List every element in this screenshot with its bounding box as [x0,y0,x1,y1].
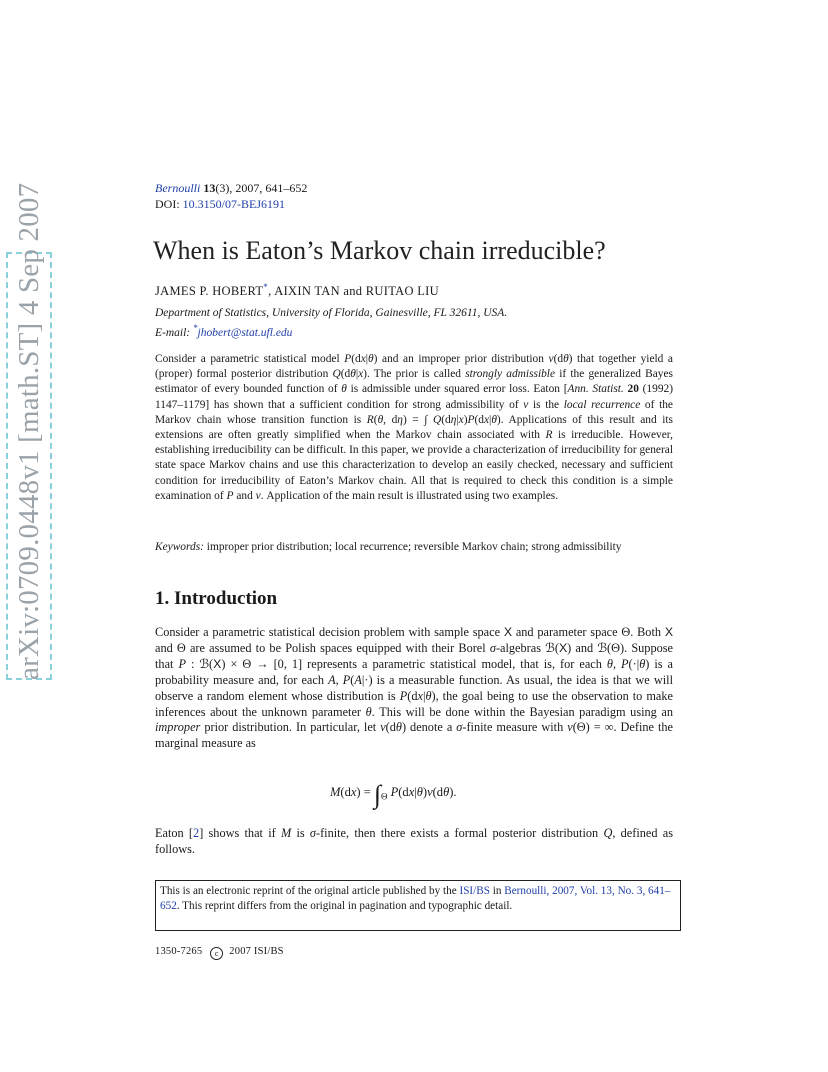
keywords-label: Keywords: [155,541,204,553]
affiliation [155,306,507,341]
section-heading [155,588,277,610]
author-list [155,282,439,299]
copyright-icon: c [210,947,223,960]
doi-link[interactable]: 10.3150/07-BEJ6191 [182,197,286,211]
marginal-measure-equation: $M(dx) = \int_\Theta$ P(dx|θ)ν(dθ). [330,780,457,809]
intro-paragraph-2: Eaton [2] shows that if M is σ-finite, then there exists a formal posterior distribution Q, defined as follows. [155,826,674,856]
journal-reference [155,180,307,212]
paper-title: When is Eaton’s Markov chain irreducible? [153,236,606,265]
keywords [155,540,673,555]
author-first: JAMES P. HOBERT [155,284,264,299]
reprint-notice-box [155,880,681,931]
intro-paragraph: Consider a parametric statistical decision problem with sample space X and parameter space Θ. Both X and Θ are assumed to be Polish spaces equipped with their Borel σ-algebras ℬ(X) and ℬ(Θ). Suppose that P : ℬ(X) × Θ → [0, 1] represents a parametric statistical model, that is, for each θ, P(·|θ) is a probability measure and, for each A, P(A|·) is a measurable function. As usual, the idea is that we will observe a random element whose distribution is P(dx|θ), the goal being to use the observation to make inferences about the unknown parameter θ. This will be done within the Bayesian paradigm using an improper prior distribution. In particular, let ν(dθ) denote a σ-finite measure with ν(Θ) = ∞. Define the marginal measure as [155,625,674,751]
keywords-text: improper prior distribution; local recurrence; reversible Markov chain; strong admissibility [206,541,622,553]
journal-name-link[interactable]: Bernoulli [155,181,201,195]
abstract: Consider a parametric statistical model P(dx|θ) and an improper prior distribution ν(dθ) that together yield a (proper) formal posterior distribution Q(dθ|x). The prior is called strongly admissible if the generalized Bayes estimator of every bounded function of θ is admissible under squared error loss. Eaton [Ann. Statist. 20 (1992) 1147–1179] has shown that a sufficient condition for strong admissibility of ν is the local recurrence of the Markov chain whose transition function is R(θ, dη) = ∫ Q(dη|x)P(dx|θ). Applications of this result and its extensions are often greatly simplified when the Markov chain associated with R is irreducible. However, establishing irreducibility can be difficult. In this paper, we provide a characterization of irreducibility for general state space Markov chains and use this characterization to develop an easily checked, necessary and sufficient condition for irreducibility of Eaton’s Markov chain. All that is required to check this condition is a simple examination of P and ν. Application of the main result is illustrated using two examples. [155,353,674,502]
doi-label: DOI: [155,197,180,211]
affiliation-dept: Department of Statistics, University of Florida, Gainesville, FL 32611, USA. [155,307,508,319]
email-marker: * [193,323,198,333]
author-footnote-marker[interactable]: * [263,282,269,292]
footer [155,946,284,960]
reprint-isibs-link[interactable]: ISI/BS [459,885,490,897]
journal-volume: 13 [203,181,216,195]
journal-issue-pages: (3), 2007, 641–652 [215,181,308,195]
footer-copyright: 2007 ISI/BS [229,946,284,957]
section-title: Introduction [174,588,278,609]
author-rest: , AIXIN TAN and RUITAO LIU [268,284,439,299]
email-label: E-mail: [155,326,191,339]
reprint-bernoulli-link[interactable]: Bernoulli, 2007, Vol. 13, No. 3, 641–652 [160,885,671,912]
arxiv-stamp: arXiv:0709.0448v1 [math.ST] 4 Sep 2007 [13,182,45,680]
reprint-text-2: in [489,885,505,897]
footer-issn: 1350-7265 [155,946,203,957]
reprint-text-3: . This reprint differs from the original in pagination and typographic detail. [176,900,513,912]
section-number: 1. [155,588,170,609]
reprint-text-1: This is an electronic reprint of the original article published by the [160,885,460,897]
email-link[interactable]: jhobert@stat.ufl.edu [197,326,293,339]
